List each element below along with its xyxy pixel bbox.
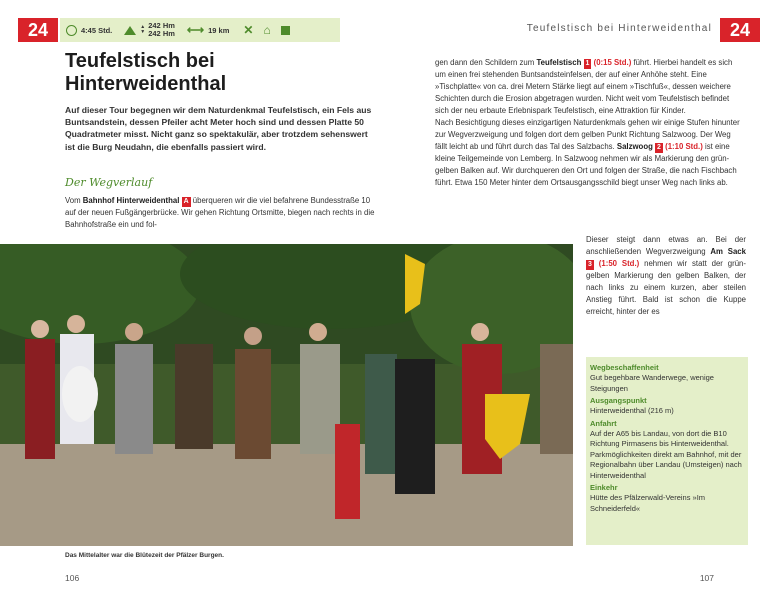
info-heading-terrain: Wegbeschaffenheit [590,363,659,372]
distance-value: 19 km [208,25,230,35]
page-number-left: 106 [65,573,80,583]
medieval-reenactment-photo [0,244,573,546]
route-paragraph-2: gen dann den Schildern zum Teufelstisch 1 (0:15 Std.) führt. Hierbei handelt es sich um einen frei stehenden Buntsandsteinfelsen, der auf einer Anhöhe steht. Eine »Tischplatte« von ca. drei Metern Stärke liegt auf einem »Tischfuß«, dessen weichere Schichten durch die Erosion abgetragen wurden. Nicht weit vom Teufelstisch befindet sich der neu erbaute Erlebnispark Teufelstisch, eine Attraktion für Kinder. Nach Besichtigung dieses einzigartigen Naturdenkmals gehen wir einige Stufen hinunter zur Wegverzweigung und folgen dort dem gelben Punkt Richtung Salzwoog. Der Weg fällt leicht ab und führt durch das Tal des Salzbachs. Salzwoog 2 (1:10 Std.) ist eine kleine Teilgemeinde von Lemberg. In Salzwoog nehmen wir als Markierung den grün-gelben Balken auf. Wir durchqueren den Ort und folgen der Straße, die nach Fischbach führt. Etwa 150 Meter hinter dem Ortsausgangsschild biegt unser Weg nach links ab. [435,58,740,187]
waypoint-marker-a: A [183,198,189,205]
info-text-arrival: Auf der A65 bis Landau, von dort die B10 Richtung Pirmasens bis Hinterweidenthal. Parkmöglichkeiten direkt am Bahnhof, mit der Regionalbahn über Landau (Umsteigen) nach Hinterweidenthal [590,428,742,480]
info-text-start: Hinterweidenthal (216 m) [590,406,674,415]
clock-icon [66,25,77,36]
waypoint-marker-2: 2 [657,144,661,151]
info-text-terrain: Gut begehbare Wanderwege, wenige Steigungen [590,373,714,393]
photo-caption: Das Mittelalter war die Blütezeit der Pfälzer Burgen. [65,552,224,559]
info-box [586,357,748,545]
museum-icon: ⌂ [263,23,271,37]
route-paragraph-1: Vom Bahnhof Hinterweidenthal A überqueren wir die viel befahrene Bundesstraße 10 auf der neuen Fußgängerbrücke. Wir gehen Richtung Ortsmitte, biegen nach rechts in die Bahnhofstraße ein und fol- [65,196,375,229]
distance-stat [187,24,229,36]
mountain-icon [124,26,136,35]
elevation-stat [124,22,175,38]
info-text-food: Hütte des Pfälzerwald-Vereins »Im Schneiderfeld« [590,493,706,513]
route-paragraph-3: Dieser steigt dann etwas an. Bei der anschließenden Wegverzweigung Am Sack 3 (1:50 Std.) nehmen wir statt der grün-gelben Markierung den gelben Balken, der nach links zu einem kurzen, aber steilen Anstieg führt. Bald ist schon die Kuppe erreicht, hinter der es [586,235,746,316]
info-heading-arrival: Anfahrt [590,418,617,428]
restaurant-icon: ✕ [243,23,254,37]
tour-number-badge-right: 24 [720,18,760,42]
section-heading: Der Wegverlauf [65,176,153,189]
tour-number-badge: 24 [18,18,58,42]
info-heading-start: Ausgangspunkt [590,396,647,405]
up-down-icon: ▲ ▼ [140,24,146,35]
waypoint-marker-1: 1 [585,60,590,67]
duration-stat [66,25,112,36]
running-header: Teufelstisch bei Hinterweidenthal [526,23,712,34]
page-number-right: 107 [699,573,714,583]
page-title: Teufelstisch bei Hinterweidenthal [65,50,227,95]
intro-text: Auf dieser Tour begegnen wir dem Naturdenkmal Teufelstisch, ein Fels aus Buntsandstein, dessen Pfeiler acht Meter hoch sind und dessen Platte 50 Quadratmeter misst. Nicht ganz so spektakulär, aber trotzdem sehenswert ist die Burg Neudahn, die ebenfalls passiert wird. [65,105,372,152]
info-heading-food: Einkehr [590,483,618,492]
duration-value: 4:45 Std. [81,25,113,35]
ascent-value: 242 Hm [148,21,175,30]
hut-icon [281,26,290,35]
tour-stats-bar [60,18,340,42]
waypoint-marker-3: 3 [588,261,592,268]
descent-value: 242 Hm [148,29,175,38]
distance-arrows-icon: ⟷ [186,23,205,37]
